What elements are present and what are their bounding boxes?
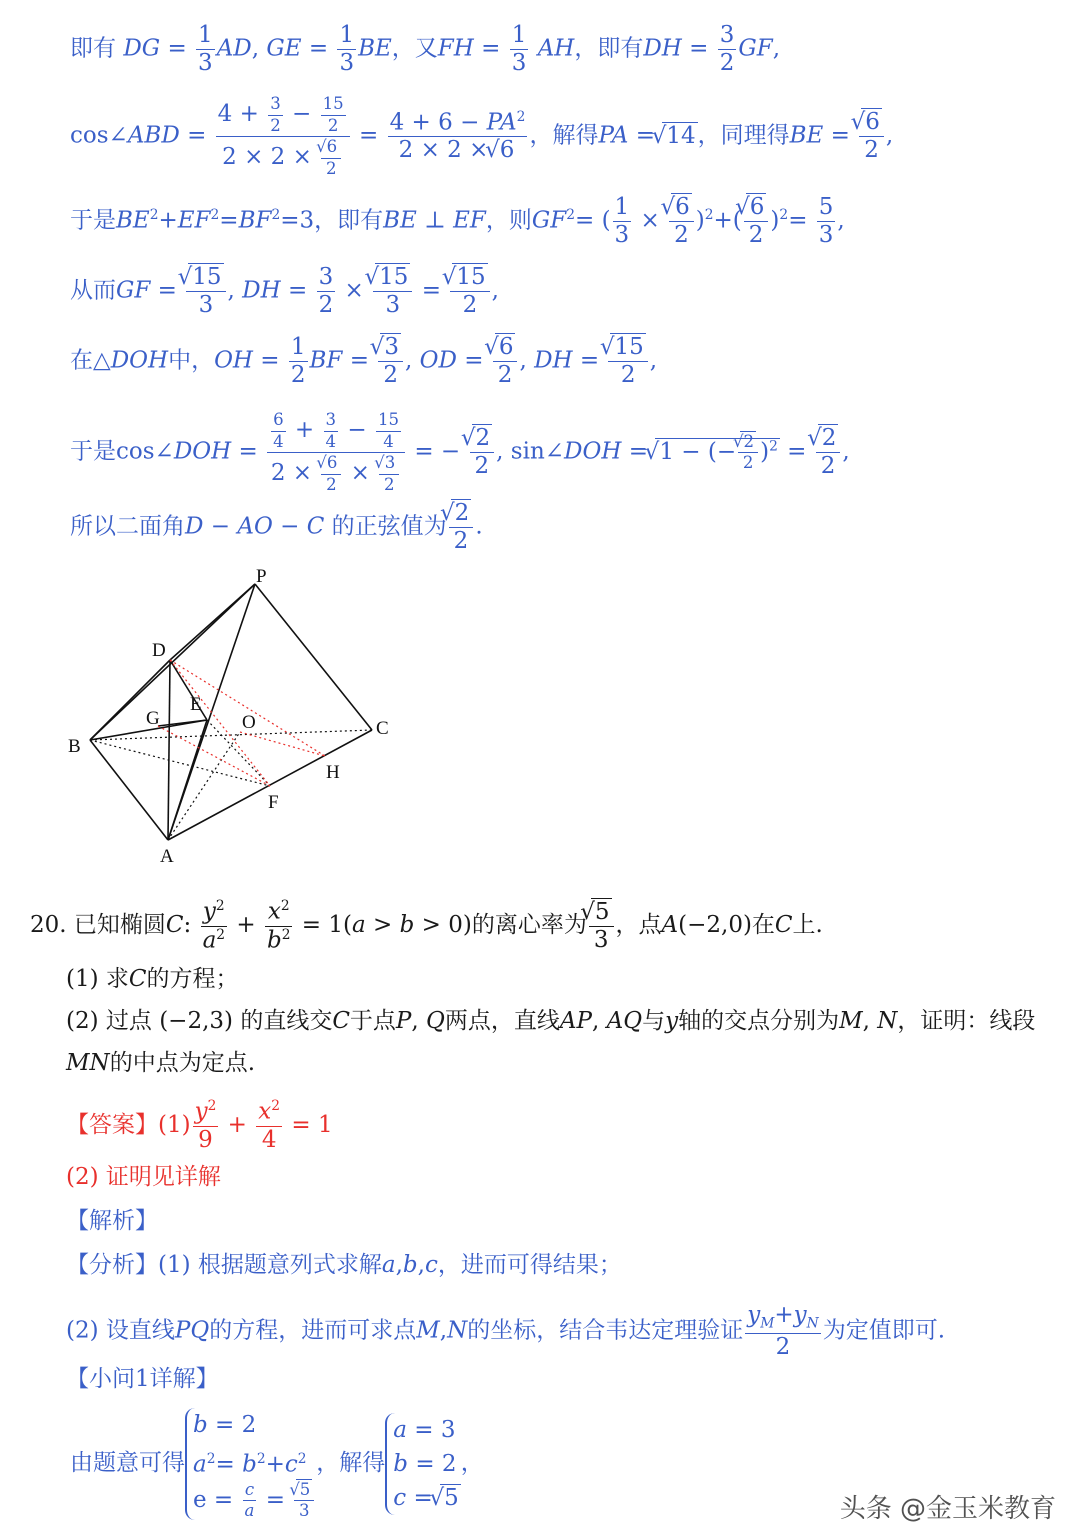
text: (1) xyxy=(158,1111,191,1138)
problem-q2-cont: MN的中点为定点. xyxy=(66,1050,255,1076)
label-P: P xyxy=(256,566,267,587)
label-H: H xyxy=(326,762,340,783)
solution-line-7: 所以二面角D − AO − C 的正弦值为 √ $\frac{2}{2}$ . xyxy=(70,502,483,553)
pyramid-diagram xyxy=(60,560,420,870)
text: 于是 xyxy=(70,438,116,465)
analysis-fenxi-1: 【分析】(1) 根据题意列式求解a,b,c，进而可得结果； xyxy=(66,1252,622,1278)
text: 中， xyxy=(168,347,215,374)
text: 【分析】 xyxy=(66,1252,158,1278)
text: 轴的交点分别为 xyxy=(678,1008,840,1034)
text: 的中点为定点. xyxy=(109,1050,255,1076)
answer-line-1: 【答案】(1) $\frac{y^2}{9}$ + $\frac{x^2}{4}$ = 1 xyxy=(66,1098,333,1153)
label-E: E xyxy=(190,694,202,715)
text: 两点，直线 xyxy=(444,1008,560,1034)
text: 的坐标，结合韦达定理验证 xyxy=(467,1317,744,1344)
label-F: F xyxy=(268,792,279,813)
text: 在 xyxy=(70,347,93,374)
label-O: O xyxy=(242,712,256,733)
solution-line-4: 从而GF = √ $\frac{15}{3}$ , DH = $\frac{3}{2}$ × √ $\frac{15}{3}$ = √ $\frac{15}{2}$ , xyxy=(70,266,499,317)
text: 【解析】 xyxy=(66,1208,158,1234)
problem-number: 20. xyxy=(30,912,67,939)
text: ，同理得 xyxy=(697,122,790,149)
analysis-sub1-system: 由题意可得 b = 2 $a^2= b^2+c^2$ e = $\frac{c}{a}$ = √ $\frac{5}{3}$ ，解得 a = 3 b = 2 c = √ 5 ， xyxy=(70,1408,484,1520)
text: (2) 过点 xyxy=(66,1008,152,1034)
text: 由题意可得 xyxy=(70,1449,185,1476)
answer-tag: 【答案】 xyxy=(66,1111,158,1138)
text: ，解得 xyxy=(316,1449,386,1476)
problem-q1: (1) 求C的方程； xyxy=(66,966,239,992)
watermark: 头条 @金玉米教育 xyxy=(839,1494,1056,1524)
text: 上. xyxy=(792,912,823,939)
text: 即有 xyxy=(70,35,116,62)
text: ，点 xyxy=(615,912,662,939)
text: ， xyxy=(460,1449,484,1476)
text: 的正弦值为 xyxy=(331,513,447,540)
text: ，则 xyxy=(485,207,532,234)
text: 从而 xyxy=(70,277,116,304)
solution-line-6: 于是cos∠DOH = $\frac{6}{4}$ + $\frac{3}{4}$ − $\frac{15}{4}$ 2 × √ $\frac{6}{2}$ × √ $\frac{3}{2}$ = − √ $\frac{2}{2}$ , sin∠DOH = √ 1 − (− √ $\frac{2}{2}$ )$^2$ = √ $\frac{2}{2}$ , xyxy=(70,412,850,493)
label-G: G xyxy=(146,708,160,729)
text: ，解得 xyxy=(529,122,599,149)
text: 在 xyxy=(751,912,775,939)
text: ，即有 xyxy=(314,207,384,234)
text: 于点 xyxy=(349,1008,396,1034)
solution-line-1: 即有 DG = $\frac{1}{3}$ AD, GE = $\frac{1}{3}$ BE，又FH = $\frac{1}{3}$ AH，即有DH = $\frac{3}{2}$ GF, xyxy=(70,22,781,76)
text: 已知椭圆 xyxy=(73,912,166,939)
text: 为定值即可. xyxy=(822,1317,946,1344)
text: 与 xyxy=(642,1008,666,1034)
solution-line-2: cos∠ABD = 4 + $\frac{3}{2}$ − $\frac{15}{2}$ 2 × 2 × √ $\frac{6}{2}$ = $\frac{4 + 6 - PA^2}{2 \times 2 \times √ 6}$ ，解得PA = √ 14，同理得BE = √ $\frac{6}{2}$ , xyxy=(70,96,893,177)
text: ，又 xyxy=(391,35,438,62)
problem-q2: (2) 过点 (−2,3) 的直线交C于点P, Q两点，直线AP, AQ与y轴的交点分别为M, N，证明：线段 xyxy=(66,1008,1036,1034)
text: 的离心率为 xyxy=(471,912,587,939)
label-B: B xyxy=(68,736,81,757)
text: 的直线交 xyxy=(240,1008,333,1034)
analysis-fenxi-2: (2) 设直线PQ的方程，进而可求点M,N的坐标，结合韦达定理验证 $\frac{y_M+y_N}{2}$ 为定值即可. xyxy=(66,1302,946,1361)
text: ，即有 xyxy=(574,35,644,62)
text: 的方程，进而可求点 xyxy=(209,1317,417,1344)
text: (1) 根据题意列式求解 xyxy=(158,1252,382,1278)
problem-stem: 20. 已知椭圆C: $\frac{y^2}{a^2}$ + $\frac{x^2}{b^2}$ = 1(a > b > 0)的离心率为 √ $\frac{5}{3}$ ，点A(−2,0)在C上. xyxy=(30,900,823,952)
solution-line-5: 在△DOH中，OH = $\frac{1}{2}$ BF = √ $\frac{3}{2}$ , OD = √ $\frac{6}{2}$ , DH = √ $\frac{15}{2}$ , xyxy=(70,336,657,387)
text: 的方程； xyxy=(146,966,239,992)
analysis-sub1-tag xyxy=(66,1362,219,1396)
text: ，进而可得结果； xyxy=(437,1252,622,1278)
label-D: D xyxy=(152,640,166,661)
text: 于是 xyxy=(70,207,116,234)
label-C: C xyxy=(376,718,389,739)
text: (1) 求 xyxy=(66,966,129,992)
answer-line-2 xyxy=(66,1160,221,1194)
text: (2) 设直线 xyxy=(66,1317,175,1344)
text: 所以二面角 xyxy=(70,513,185,540)
solution-line-3: 于是$BE^2+EF^2=BF^2=3$，即有BE ⊥ EF，则$GF^2=$ ( $\frac{1}{3}$ × √ $\frac{6}{2}$ )$^2$+( √ $\frac{6}{2}$ )$^2$= $\frac{5}{3}$ , xyxy=(70,196,845,247)
text: 【小问1详解】 xyxy=(66,1366,219,1392)
text: ，证明：线段 xyxy=(897,1008,1036,1034)
analysis-tag xyxy=(66,1204,158,1238)
text: (2) 证明见详解 xyxy=(66,1164,221,1190)
label-A: A xyxy=(160,846,174,867)
